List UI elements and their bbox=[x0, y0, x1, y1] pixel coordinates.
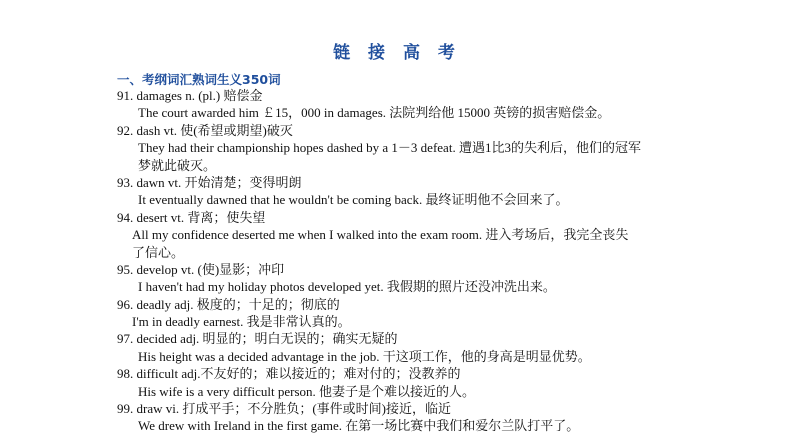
page-title: 链 接 高 考 bbox=[333, 43, 461, 63]
entry-head: 97. decided adj. 明显的；明白无误的；确实无疑的 bbox=[117, 331, 398, 347]
entry-example: It eventually dawned that he wouldn't be coming back. 最终证明他不会回来了。 bbox=[138, 192, 569, 208]
entry-example: They had their championship hopes dashed by a 1－3 defeat. 遭遇1比3的失利后，他们的冠军 bbox=[138, 140, 641, 156]
entry-head: 99. draw vi. 打成平手；不分胜负；(事件或时间)接近，临近 bbox=[117, 401, 452, 417]
entry-example: We drew with Ireland in the first game. 在第一场比赛中我们和爱尔兰队打平了。 bbox=[138, 418, 580, 434]
entry-head: 96. deadly adj. 极度的；十足的；彻底的 bbox=[117, 296, 340, 312]
entry-example: 梦就此破灭。 bbox=[138, 157, 217, 173]
entry-example: 了信心。 bbox=[132, 244, 185, 260]
entry-head: 91. damages n. (pl.) 赔偿金 bbox=[117, 88, 263, 103]
entry-example: I haven't had my holiday photos developed yet. 我假期的照片还没冲洗出来。 bbox=[138, 279, 556, 295]
entry-example: His height was a decided advantage in the job. 干这项工作，他的身高是明显优势。 bbox=[138, 348, 591, 364]
entry-example: I'm in deadly earnest. 我是非常认真的。 bbox=[132, 314, 351, 330]
entry-head: 98. difficult adj.不友好的；难以接近的；难对付的；没教养的 bbox=[117, 366, 461, 382]
entry-example: His wife is a very difficult person. 他妻子是个难以接近的人。 bbox=[138, 383, 475, 399]
entry-head: 95. develop vt. (使)显影；冲印 bbox=[117, 261, 285, 277]
entry-head: 92. dash vt. 使(希望或期望)破灭 bbox=[117, 122, 293, 138]
section-heading: 一、考纲词汇熟词生义350词 bbox=[117, 72, 281, 87]
entry-example: The court awarded him ￡15，000 in damages. 法院判给他 15000 英镑的损害赔偿金。 bbox=[138, 105, 611, 121]
entry-head: 94. desert vt. 背离；使失望 bbox=[117, 209, 266, 225]
vocabulary-list bbox=[117, 87, 677, 435]
entry-head: 93. dawn vt. 开始清楚；变得明朗 bbox=[117, 174, 302, 190]
entry-example: All my confidence deserted me when I walked into the exam room. 进入考场后，我完全丧失 bbox=[132, 227, 629, 243]
